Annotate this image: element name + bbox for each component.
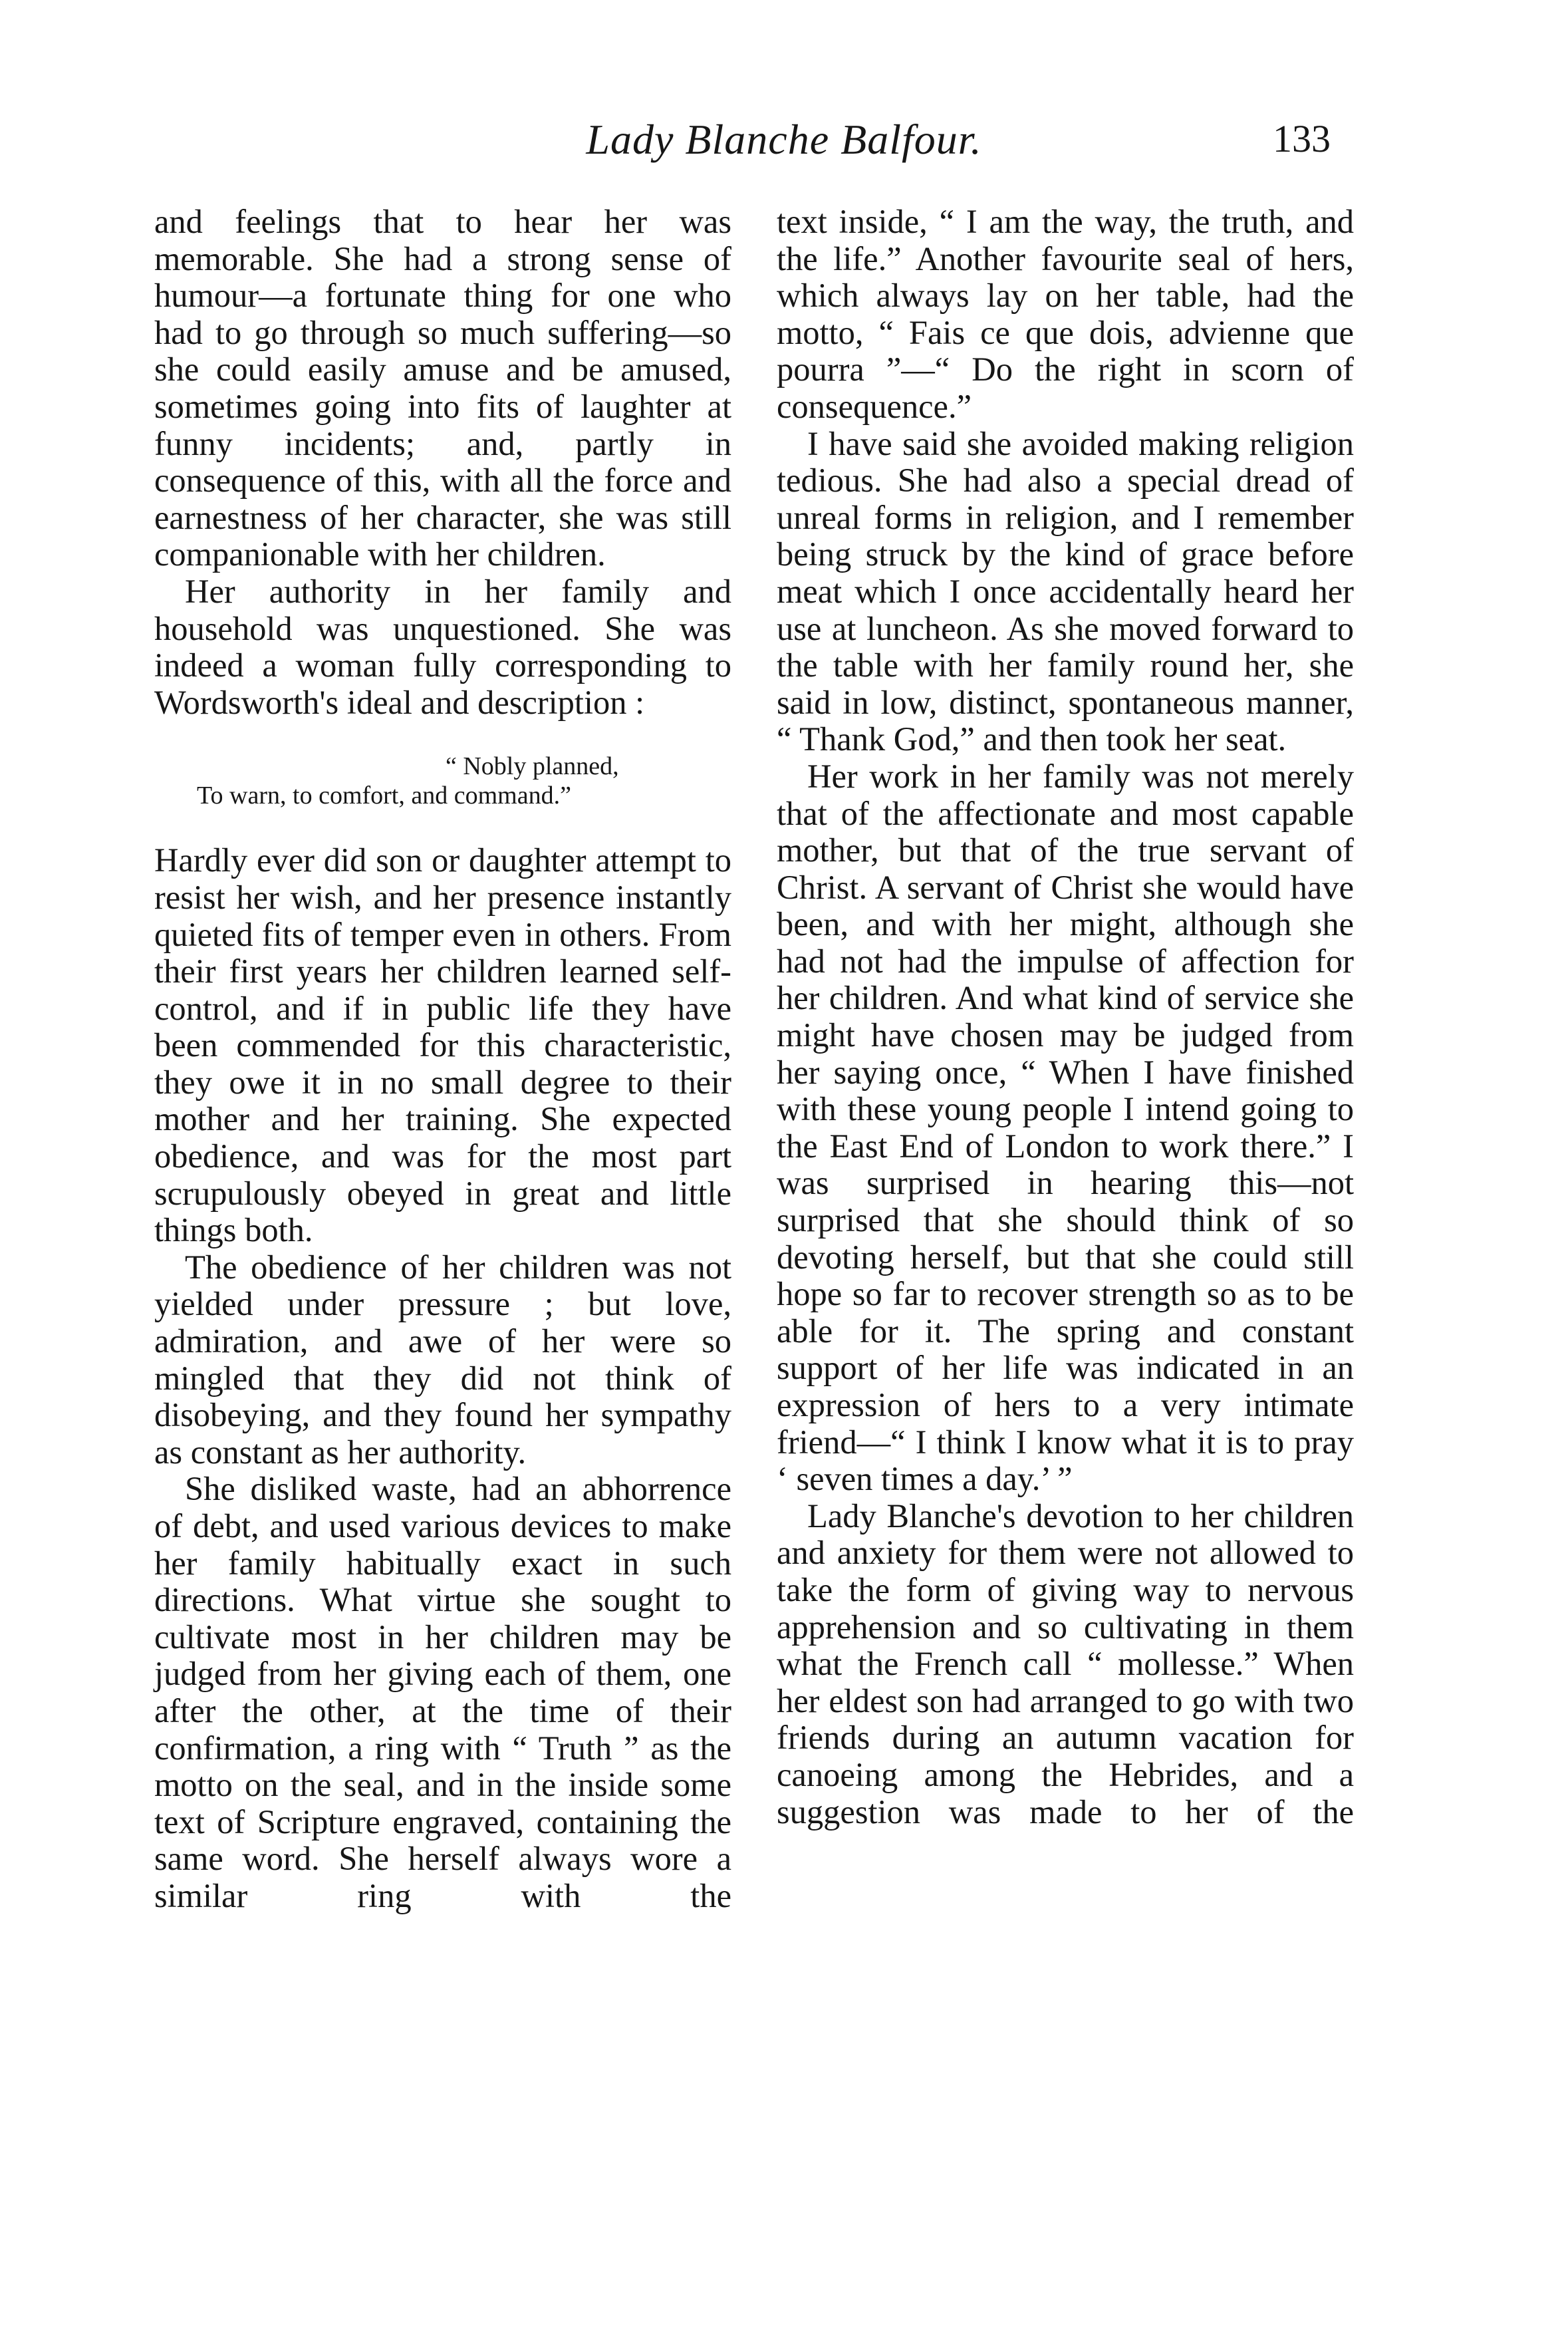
paragraph: Hardly ever did son or daughter attempt to resist her wish, and her presence instantly quieted fits of temper even in others. From their first years her children learned self-control, and if in public life they have been commended for this characteristic, they owe it in no small degree to their mother and her training. She expected obedience, and was for the most part scrupulously obeyed in great and little things both. <box>154 841 731 1249</box>
page-number: 133 <box>1273 117 1331 160</box>
paragraph: Lady Blanche's devotion to her children and anxiety for them were not allowed to take the form of giving way to nervous apprehension and so cultivating in them what the French call “ mollesse.” When her eldest son had arranged to go with two friends during an autumn vacation for canoeing among the Hebrides, and a suggestion was made to her of the <box>777 1497 1354 1831</box>
paragraph: text inside, “ I am the way, the truth, and the life.” Another favourite seal of hers, which always lay on her table, had the motto, “ Fais ce que dois, advienne que pourra ”—“ Do the right in scorn of consequence.” <box>777 203 1354 425</box>
verse-line: “ Nobly planned, <box>446 752 619 781</box>
paragraph: Her authority in her family and household was unquestioned. She was indeed a woman fully corresponding to Wordsworth's ideal and description : <box>154 572 731 721</box>
running-title: Lady Blanche Balfour. <box>586 116 982 163</box>
verse-line: To warn, to comfort, and command.” <box>197 782 571 810</box>
paragraph: and feelings that to hear her was memorable. She had a strong sense of humour—a fortunate thing for one who had to go through so much suffering—so she could easily amuse and be amused, sometimes going into fits of laughter at funny incidents; and, partly in consequence of this, with all the force and earnestness of her character, she was still companionable with her children. <box>154 203 731 573</box>
left-column <box>154 204 731 1915</box>
right-column <box>777 204 1354 1831</box>
paragraph: She disliked waste, had an abhorrence of debt, and used various devices to make her family habitually exact in such directions. What virtue she sought to cultivate most in her children may be judged from her giving each of them, one after the other, at the time of their confirmation, a ring with “ Truth ” as the motto on the seal, and in the inside some text of Scripture engraved, containing the same word. She herself always wore a similar ring with the <box>154 1470 731 1914</box>
paragraph: The obedience of her children was not yielded under pressure ; but love, admiration, and awe of her were so mingled that they did not think of disobeying, and they found her sympathy as constant as her authority. <box>154 1248 731 1471</box>
verse-quotation <box>154 752 731 810</box>
paragraph: I have said she avoided making religion tedious. She had also a special dread of unreal forms in religion, and I remember being struck by the kind of grace before meat which I once accidentally heard her use at luncheon. As she moved forward to the table with her family round her, she said in low, distinct, spontaneous manner, “ Thank God,” and then took her seat. <box>777 424 1354 758</box>
paragraph: Her work in her family was not merely that of the affectionate and most capable mother, but that of the true servant of Christ. A servant of Christ she would have been, and with her might, although she had not had the impulse of affection for her children. And what kind of service she might have chosen may be judged from her saying once, “ When I have finished with these young people I intend going to the East End of London to work there.” I was surprised in hearing this—not surprised that she should think of so devoting herself, but that she could still hope so far to recover strength so as to be able for it. The spring and constant support of her life was indicated in an expression of hers to a very intimate friend—“ I think I know what it is to pray ‘ seven times a day.’ ” <box>777 757 1354 1498</box>
